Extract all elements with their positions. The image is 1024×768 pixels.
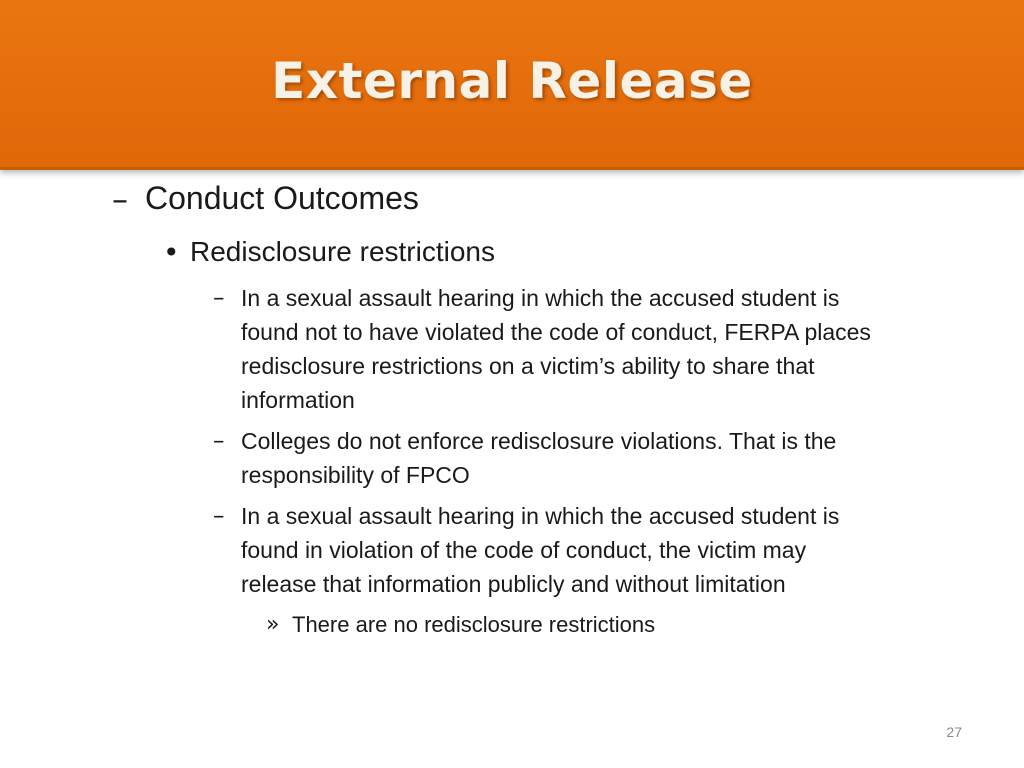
level1-bullet-marker: – bbox=[112, 180, 128, 218]
bullet-line: found in violation of the code of conduct, the victim may bbox=[241, 537, 807, 563]
level3-bullet-marker: – bbox=[213, 503, 225, 529]
bullet-line: Colleges do not enforce redisclosure violations. That is the bbox=[241, 428, 837, 454]
level2-heading: Redisclosure restrictions bbox=[190, 236, 495, 267]
level4-text: There are no redisclosure restrictions bbox=[292, 612, 656, 637]
level2-bullet-marker: • bbox=[163, 236, 180, 269]
level4-bullet-marker: » bbox=[266, 612, 280, 637]
level3-bullet-marker: – bbox=[213, 428, 225, 454]
slide-title: External Release bbox=[271, 52, 753, 110]
bullet-line: responsibility of FPCO bbox=[241, 462, 470, 488]
bullet-line: In a sexual assault hearing in which the accused student is bbox=[241, 285, 840, 311]
level1-heading: Conduct Outcomes bbox=[145, 180, 419, 216]
level3-bullet-marker: – bbox=[213, 285, 225, 311]
bullet-line: redisclosure restrictions on a victim’s ability to share that bbox=[241, 353, 815, 379]
bullet-line: information bbox=[241, 387, 355, 413]
bullet-line: found not to have violated the code of conduct, FERPA places bbox=[241, 319, 871, 345]
bullet-line: release that information publicly and without limitation bbox=[241, 571, 786, 597]
slide-number: 27 bbox=[946, 724, 962, 740]
bullet-line: In a sexual assault hearing in which the accused student is bbox=[241, 503, 840, 529]
